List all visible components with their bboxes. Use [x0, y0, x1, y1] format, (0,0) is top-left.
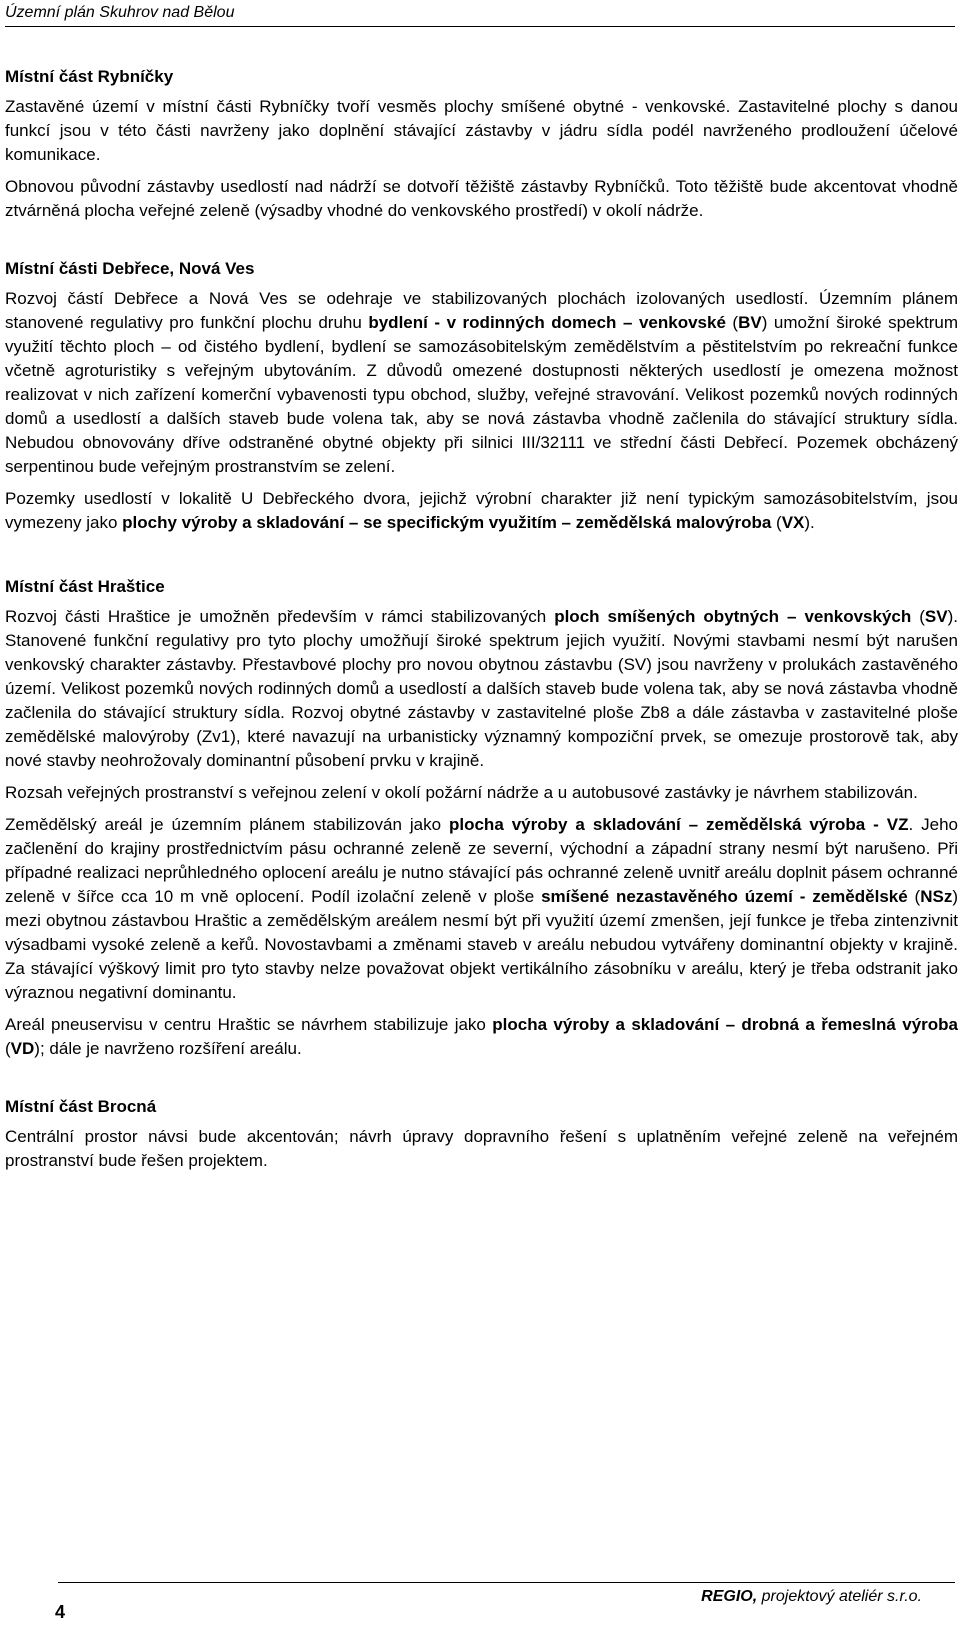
- company-name: projektový ateliér s.r.o.: [757, 1588, 922, 1605]
- paragraph: Obnovou původní zástavby usedlostí nad nádrží se dotvoří těžiště zástavby Rybníčků. Toto těžiště bude akcentovat vhodně ztvárněná plocha veřejné zeleně (výsadby vhodné do venkovského prostředí) v okolí nádrže.: [5, 177, 958, 220]
- page-number: 4: [55, 1602, 66, 1622]
- footer-company: [701, 1588, 922, 1606]
- section-heading-rybnicky: Místní část Rybníčky: [5, 67, 174, 86]
- paragraph: Pozemky usedlostí v lokalitě U Debřeckého dvora, jejichž výrobní charakter již není typickým samozásobitelstvím, jsou vymezeny jako plochy výroby a skladování – se specifickým využitím – zemědělská malovýroba (VX).: [5, 489, 958, 532]
- document-title: Územní plán Skuhrov nad Bělou: [5, 4, 235, 21]
- paragraph: Rozsah veřejných prostranství s veřejnou zelení v okolí požární nádrže a u autobusové zastávky je návrhem stabilizován.: [5, 783, 918, 802]
- paragraph: Centrální prostor návsi bude akcentován; návrh úpravy dopravního řešení s uplatněním veřejné zeleně na veřejném prostranství bude řešen projektem.: [5, 1127, 958, 1170]
- footer-divider: [58, 1582, 955, 1583]
- section-heading-brocna: Místní část Brocná: [5, 1097, 157, 1116]
- section-heading-hrastice: Místní část Hraštice: [5, 577, 165, 596]
- paragraph: Zemědělský areál je územním plánem stabilizován jako plocha výroby a skladování – zemědělská výroba - VZ. Jeho začlenění do krajiny prostřednictvím pásu ochranné zeleně ze severní, východní a západní strany nesmí být narušeno. Při případné realizaci neprůhledného oplocení areálu je nutno stávající pás ochranné zeleně uvnitř areálu doplnit pásem ochranné zeleně v šířce cca 10 m vně oplocení. Podíl izolační zeleně v ploše smíšené nezastavěného území - zemědělské (NSz) mezi obytnou zástavbou Hraštic a zemědělským areálem nesmí být při využití území zmenšen, její funkce je třeba zintenzivnit výsadbami vysoké zeleně a keřů. Novostavbami a změnami staveb v areálu nebudou vytvářeny dominantní objekty v krajině. Za stávající výškový limit pro tyto stavby nelze považovat objekt vertikálního zásobníku v areálu, který je třeba odstranit jako výraznou negativní dominantu.: [5, 815, 959, 1002]
- section-heading-debrece: Místní části Debřece, Nová Ves: [5, 259, 255, 278]
- document-body: [5, 65, 958, 1181]
- running-header: [5, 2, 955, 27]
- paragraph: Rozvoj částí Debřece a Nová Ves se odehraje ve stabilizovaných plochách izolovaných usedlostí. Územním plánem stanovené regulativy pro funkční plochu druhu bydlení - v rodinných domech – venkovské (BV) umožní široké spektrum využití těchto ploch – od čistého bydlení, bydlení se samozásobitelským zemědělstvím a pěstitelstvím po rekreační funkce včetně agroturistiky s veřejným ubytováním. Z důvodů omezené dostupnosti některých usedlostí je omezena možnost realizovat v nich zařízení komerční vybavenosti typu obchod, služby, veřejné stravování. Velikost pozemků nových rodinných domů a usedlostí a dalších staveb bude volena tak, aby se nová zástavba vhodně začlenila do stávající struktury sídla. Nebudou obnovovány dříve odstraněné obytné objekty při silnici III/32111 ve střední části Debřecí. Pozemek obcházený serpentinou bude veřejným prostranstvím se zelení.: [5, 289, 958, 476]
- paragraph: Zastavěné území v místní části Rybníčky tvoří vesměs plochy smíšené obytné - venkovské. Zastavitelné plochy s danou funkcí jsou v této části navrženy jako doplnění stávající zástavby v jádru sídla podél navrženého prodloužení účelové komunikace.: [5, 97, 958, 164]
- paragraph: Areál pneuservisu v centru Hraštic se návrhem stabilizuje jako plocha výroby a skladování – drobná a řemeslná výroba (VD); dále je navrženo rozšíření areálu.: [5, 1015, 958, 1058]
- paragraph: Rozvoj části Hraštice je umožněn především v rámci stabilizovaných ploch smíšených obytných – venkovských (SV). Stanovené funkční regulativy pro tyto plochy umožňují široké spektrum jejich využití. Novými stavbami nesmí být narušen venkovský charakter zástavby. Přestavbové plochy pro novou obytnou zástavbu (SV) jsou navrženy v prolukách zastavěného území. Velikost pozemků nových rodinných domů a usedlostí a dalších staveb bude volena tak, aby se nová zástavba vhodně začlenila do stávající struktury sídla. Rozvoj obytné zástavby v zastavitelné ploše Zb8 a dále zástavba v zastavitelné ploše zemědělské malovýroby (Zv1), které navazují na urbanisticky významný kompoziční prvek, se omezuje prostorově tak, aby nové stavby neohrožovaly dominantní působení prvku v krajině.: [5, 607, 958, 770]
- company-brand: REGIO,: [701, 1588, 758, 1605]
